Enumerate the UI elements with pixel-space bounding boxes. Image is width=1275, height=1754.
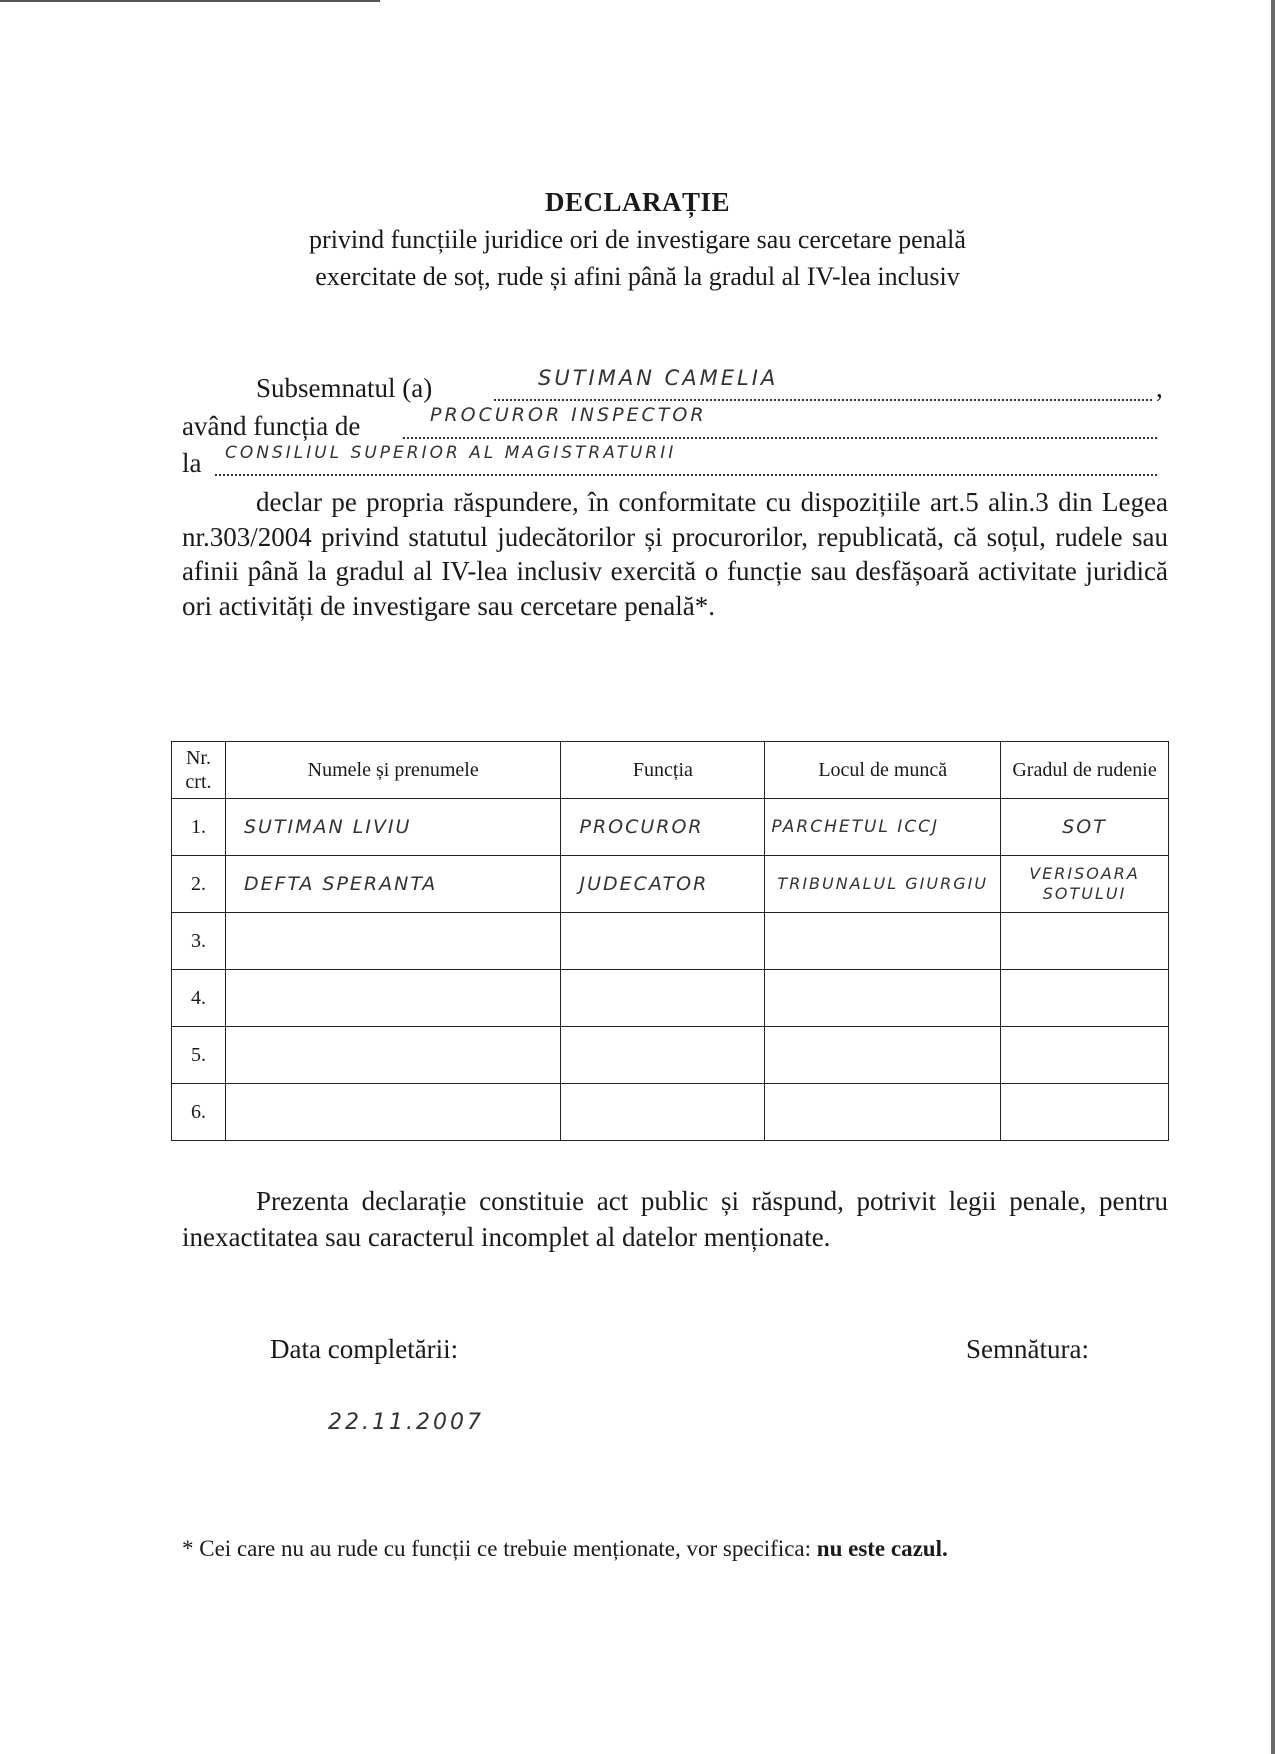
- closing-text: Prezenta declarație constituie act public și răspund, potrivit legii penale, pentru inexactitatea sau caracterul incomplet al datelor menționate.: [182, 1186, 1168, 1252]
- row-workplace: PARCHETUL ICCJ: [765, 799, 1001, 856]
- scan-edge-top: [0, 0, 380, 2]
- row-number: 1.: [172, 799, 226, 856]
- row-function: JUDECATOR: [561, 856, 765, 913]
- declaration-paragraph: [182, 485, 1168, 623]
- row-degree: [1001, 970, 1169, 1027]
- header-degree: Gradul de rudenie: [1001, 742, 1169, 799]
- row-number: 2.: [172, 856, 226, 913]
- place-value: CONSILIUL SUPERIOR AL MAGISTRATURII: [225, 443, 677, 463]
- row-number: 4.: [172, 970, 226, 1027]
- row-function: [561, 1084, 765, 1141]
- row-degree: [1001, 1027, 1169, 1084]
- table-row: [172, 1084, 1169, 1141]
- header-workplace: Locul de muncă: [765, 742, 1001, 799]
- row-workplace: [765, 1027, 1001, 1084]
- table-row: [172, 856, 1169, 913]
- name-value: SUTIMAN CAMELIA: [538, 366, 779, 390]
- document-subtitle-line1: privind funcțiile juridice ori de investigare sau cercetare penală: [309, 225, 966, 254]
- row-name: SUTIMAN LIVIU: [225, 799, 561, 856]
- row-name: [225, 913, 561, 970]
- table-row: [172, 799, 1169, 856]
- closing-paragraph: [182, 1183, 1168, 1255]
- place-label: la: [182, 448, 202, 478]
- row-workplace: [765, 913, 1001, 970]
- row-number: 5.: [172, 1027, 226, 1084]
- footnote: [182, 1536, 948, 1562]
- row-number: 3.: [172, 913, 226, 970]
- place-dotted-line: [215, 474, 1157, 476]
- function-value: PROCUROR INSPECTOR: [430, 404, 707, 426]
- row-function: [561, 913, 765, 970]
- row-workplace: [765, 1084, 1001, 1141]
- function-dotted-line: [403, 437, 1157, 439]
- row-workplace: [765, 970, 1001, 1027]
- footnote-text: * Cei care nu au rude cu funcții ce trebuie menționate, vor specifica:: [182, 1536, 812, 1561]
- document-title: DECLARAȚIE: [544, 187, 731, 217]
- row-degree: VERISOARA SOTULUI: [1001, 856, 1169, 913]
- declaration-text: declar pe propria răspundere, în conformitate cu dispozițiile art.5 alin.3 din Legea nr.303/2004 privind statutul judecătorilor și procurorilor, republicată, că soțul, rudele sau afinii până la gradul al IV-lea inclusiv exercită o funcție sau desfășoară activitate juridică ori activități de investigare sau cercetare penală*.: [182, 487, 1168, 621]
- table-row: [172, 913, 1169, 970]
- row-number: 6.: [172, 1084, 226, 1141]
- row-degree: [1001, 1084, 1169, 1141]
- header-nr-crt: Nr. crt.: [172, 742, 226, 799]
- date-label: Data completării:: [270, 1334, 459, 1364]
- row-name: [225, 1084, 561, 1141]
- row-degree: [1001, 913, 1169, 970]
- row-function: PROCUROR: [561, 799, 765, 856]
- table-row: [172, 1027, 1169, 1084]
- header-function: Funcția: [561, 742, 765, 799]
- row-workplace: TRIBUNALUL GIURGIU: [765, 856, 1001, 913]
- relatives-table: [171, 741, 1169, 1141]
- row-name: [225, 1027, 561, 1084]
- table-row: [172, 970, 1169, 1027]
- footnote-emphasis: nu este cazul.: [816, 1536, 948, 1561]
- name-end-comma: ,: [1156, 373, 1163, 403]
- row-name: DEFTA SPERANTA: [225, 856, 561, 913]
- row-degree: SOT: [1001, 799, 1169, 856]
- document-subtitle-line2: exercitate de soț, rude și afini până la gradul al IV-lea inclusiv: [315, 262, 960, 291]
- name-label: Subsemnatul (a): [256, 373, 433, 403]
- function-label: având funcția de: [182, 411, 361, 441]
- header-name: Numele și prenumele: [225, 742, 561, 799]
- date-value: 22.11.2007: [328, 1410, 484, 1435]
- row-function: [561, 970, 765, 1027]
- name-dotted-line: [494, 399, 1152, 401]
- row-function: [561, 1027, 765, 1084]
- row-name: [225, 970, 561, 1027]
- signature-label: Semnătura:: [966, 1334, 1089, 1364]
